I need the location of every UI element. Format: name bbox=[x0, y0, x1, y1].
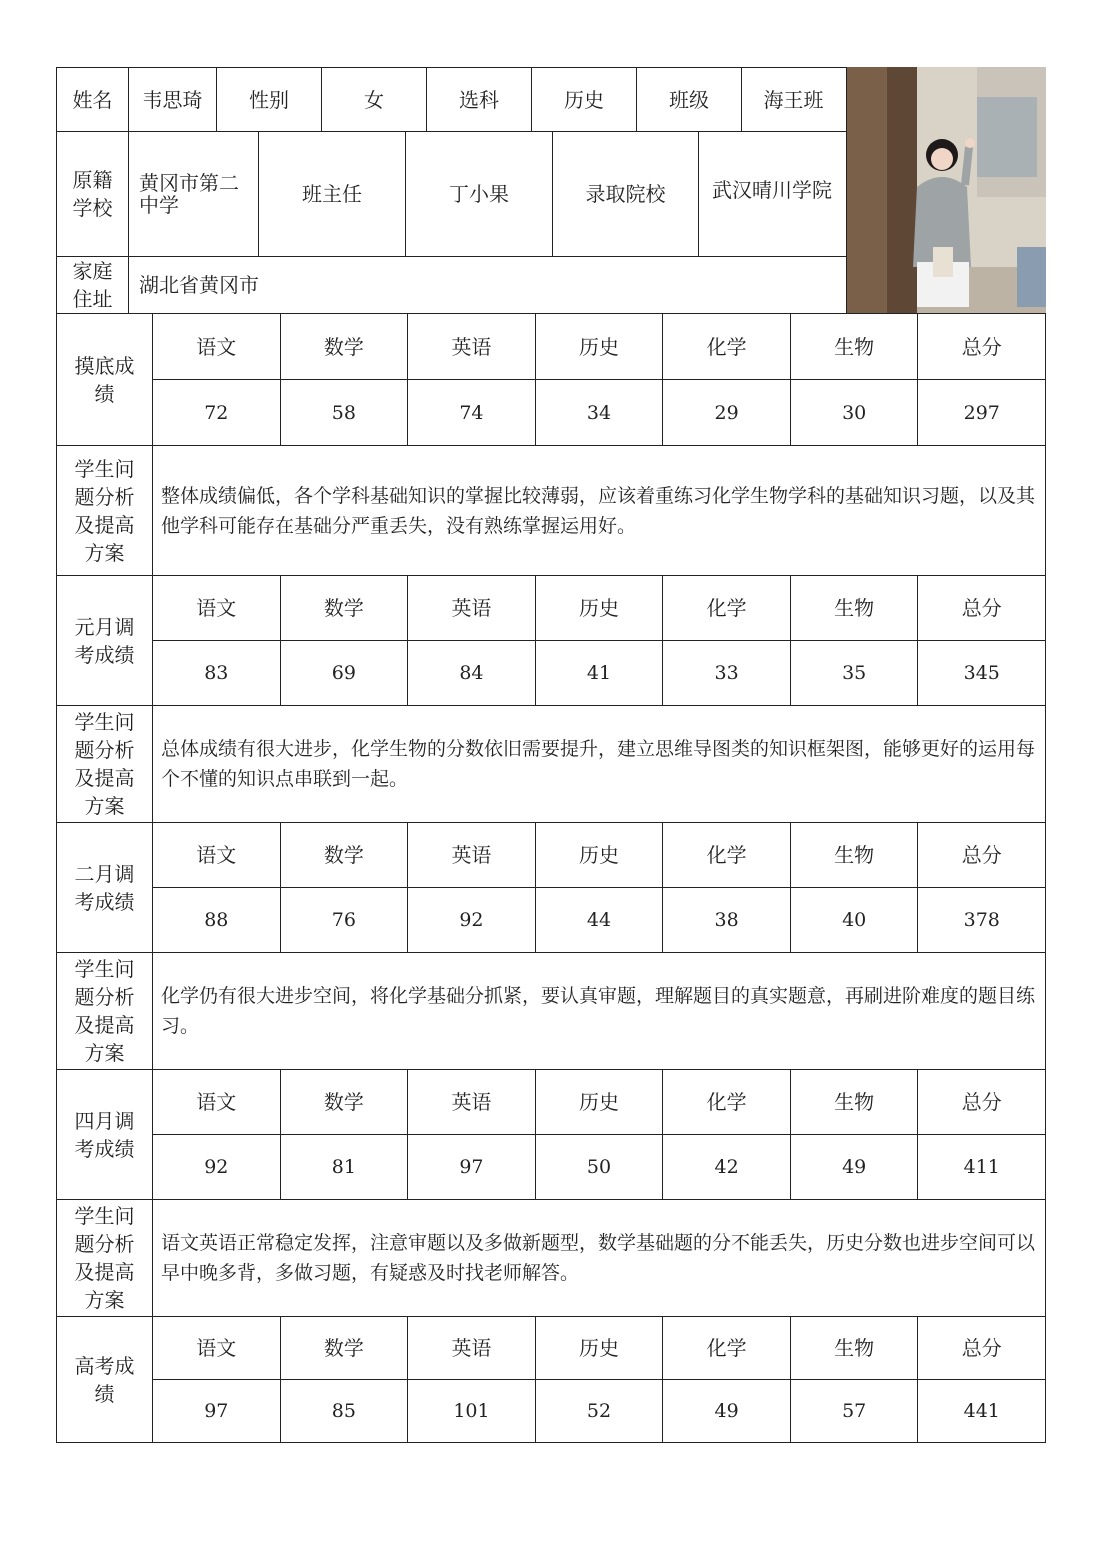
score-value: 411 bbox=[963, 1156, 1000, 1178]
subject-header: 历史 bbox=[536, 576, 664, 640]
exam-label: 元月调考成绩 bbox=[57, 576, 153, 705]
subject-header: 语文 bbox=[153, 1317, 281, 1379]
subject-header: 历史 bbox=[536, 314, 664, 379]
subject-header: 英语 bbox=[408, 1070, 536, 1134]
score-value: 49 bbox=[663, 1380, 791, 1442]
address-label: 家庭住址 bbox=[57, 257, 129, 313]
score-value-row bbox=[153, 1380, 1045, 1442]
score-grid bbox=[153, 576, 1045, 705]
score-value: 297 bbox=[963, 401, 1000, 424]
score-value: 76 bbox=[281, 888, 409, 952]
subject-header: 历史 bbox=[536, 823, 664, 887]
analysis-text: 总体成绩有很大进步，化学生物的分数依旧需要提升，建立思维导图类的知识框架图，能够更好的运用每个不懂的知识点串联到一起。 bbox=[161, 738, 1036, 790]
score-value: 44 bbox=[536, 888, 664, 952]
analysis-section bbox=[56, 446, 1046, 576]
subject-header: 语文 bbox=[153, 576, 281, 640]
gender-value: 女 bbox=[322, 68, 427, 131]
address-value: 湖北省黄冈市 bbox=[139, 273, 259, 297]
score-value: 29 bbox=[663, 380, 791, 445]
analysis-label: 学生问题分析及提高方案 bbox=[57, 1200, 153, 1316]
score-value: 41 bbox=[536, 641, 664, 705]
analysis-text: 整体成绩偏低，各个学科基础知识的掌握比较薄弱，应该着重练习化学生物学科的基础知识习题，以及其他学科可能存在基础分严重丢失，没有熟练掌握运用好。 bbox=[161, 484, 1036, 537]
exam-label: 二月调考成绩 bbox=[57, 823, 153, 952]
subject-header: 化学 bbox=[663, 1317, 791, 1379]
score-value: 84 bbox=[408, 641, 536, 705]
subject-header: 化学 bbox=[663, 576, 791, 640]
subject-header: 数学 bbox=[281, 576, 409, 640]
subject-header: 生物 bbox=[791, 576, 919, 640]
subject-header-row bbox=[153, 823, 1045, 888]
analysis-text: 化学仍有很大进步空间，将化学基础分抓紧，要认真审题，理解题目的真实题意，再刷进阶难度的题目练习。 bbox=[161, 985, 1036, 1037]
score-value: 40 bbox=[791, 888, 919, 952]
score-value: 72 bbox=[153, 380, 281, 445]
score-value: 35 bbox=[791, 641, 919, 705]
student-photo bbox=[846, 67, 1046, 313]
score-value: 33 bbox=[663, 641, 791, 705]
subject-header: 化学 bbox=[663, 1070, 791, 1134]
score-value: 85 bbox=[281, 1380, 409, 1442]
score-grid bbox=[153, 823, 1045, 952]
score-value: 57 bbox=[791, 1380, 919, 1442]
origin-school-value: 黄冈市第二中学 bbox=[129, 132, 259, 256]
score-value: 97 bbox=[408, 1135, 536, 1199]
score-value: 345 bbox=[963, 662, 1000, 684]
admitted-label: 录取院校 bbox=[553, 132, 699, 256]
subject-header: 英语 bbox=[408, 1317, 536, 1379]
subject-header-row bbox=[153, 314, 1045, 380]
subject-header: 总分 bbox=[961, 1336, 1002, 1360]
score-value: 441 bbox=[963, 1400, 1000, 1422]
score-value: 42 bbox=[663, 1135, 791, 1199]
exam-label: 摸底成绩 bbox=[57, 314, 153, 445]
subject-header: 语文 bbox=[153, 823, 281, 887]
score-value-row bbox=[153, 380, 1045, 445]
subject-header: 数学 bbox=[281, 1317, 409, 1379]
gender-label: 性别 bbox=[217, 68, 322, 131]
subject-header: 总分 bbox=[961, 1090, 1002, 1114]
score-grid bbox=[153, 1070, 1045, 1199]
student-record-table bbox=[56, 67, 1046, 1443]
score-section bbox=[56, 1070, 1046, 1200]
subject-header: 总分 bbox=[961, 334, 1002, 359]
score-value-row bbox=[153, 888, 1045, 952]
class-value: 海王班 bbox=[763, 87, 824, 112]
analysis-label: 学生问题分析及提高方案 bbox=[57, 953, 153, 1069]
score-value: 38 bbox=[663, 888, 791, 952]
exam-label: 高考成绩 bbox=[57, 1317, 153, 1442]
score-value: 49 bbox=[791, 1135, 919, 1199]
subject-header: 生物 bbox=[791, 1317, 919, 1379]
analysis-section bbox=[56, 706, 1046, 823]
class-label: 班级 bbox=[637, 68, 742, 131]
subject-header: 数学 bbox=[281, 314, 409, 379]
subject-value: 历史 bbox=[532, 68, 637, 131]
subject-header: 历史 bbox=[536, 1317, 664, 1379]
subject-header: 化学 bbox=[663, 314, 791, 379]
analysis-text: 语文英语正常稳定发挥，注意审题以及多做新题型，数学基础题的分不能丢失，历史分数也进步空间可以早中晚多背，多做习题，有疑惑及时找老师解答。 bbox=[161, 1232, 1036, 1284]
score-value: 34 bbox=[536, 380, 664, 445]
admitted-value: 武汉晴川学院 bbox=[712, 178, 832, 202]
score-value: 81 bbox=[281, 1135, 409, 1199]
analysis-section bbox=[56, 953, 1046, 1070]
score-grid bbox=[153, 1317, 1045, 1442]
score-section bbox=[56, 823, 1046, 953]
score-value: 101 bbox=[408, 1380, 536, 1442]
subject-header: 历史 bbox=[536, 1070, 664, 1134]
subject-label: 选科 bbox=[427, 68, 532, 131]
analysis-label: 学生问题分析及提高方案 bbox=[57, 706, 153, 822]
score-section bbox=[56, 576, 1046, 706]
score-value: 30 bbox=[791, 380, 919, 445]
score-value: 58 bbox=[281, 380, 409, 445]
subject-header: 化学 bbox=[663, 823, 791, 887]
score-value: 69 bbox=[281, 641, 409, 705]
score-value: 92 bbox=[408, 888, 536, 952]
subject-header: 语文 bbox=[153, 1070, 281, 1134]
subject-header: 英语 bbox=[408, 314, 536, 379]
subject-header: 生物 bbox=[791, 823, 919, 887]
score-grid bbox=[153, 314, 1045, 445]
subject-header-row bbox=[153, 1070, 1045, 1135]
score-value: 83 bbox=[153, 641, 281, 705]
exam-sections bbox=[56, 314, 1046, 1443]
score-value: 74 bbox=[408, 380, 536, 445]
score-value: 52 bbox=[536, 1380, 664, 1442]
subject-header-row bbox=[153, 576, 1045, 641]
score-section bbox=[56, 314, 1046, 446]
subject-header: 语文 bbox=[153, 314, 281, 379]
score-value: 92 bbox=[153, 1135, 281, 1199]
subject-header: 数学 bbox=[281, 1070, 409, 1134]
subject-header: 英语 bbox=[408, 576, 536, 640]
score-section bbox=[56, 1317, 1046, 1443]
head-teacher-label: 班主任 bbox=[259, 132, 406, 256]
origin-school-label: 原籍学校 bbox=[57, 132, 129, 256]
head-teacher-value: 丁小果 bbox=[406, 132, 553, 256]
subject-header-row bbox=[153, 1317, 1045, 1380]
student-photo-image bbox=[847, 67, 1046, 313]
score-value-row bbox=[153, 641, 1045, 705]
score-value: 88 bbox=[153, 888, 281, 952]
subject-header: 生物 bbox=[791, 1070, 919, 1134]
subject-header: 总分 bbox=[961, 843, 1002, 867]
subject-header: 数学 bbox=[281, 823, 409, 887]
student-info-block bbox=[56, 67, 1046, 314]
exam-label: 四月调考成绩 bbox=[57, 1070, 153, 1199]
analysis-label: 学生问题分析及提高方案 bbox=[57, 446, 153, 575]
name-value: 韦思琦 bbox=[129, 68, 217, 131]
score-value-row bbox=[153, 1135, 1045, 1199]
subject-header: 英语 bbox=[408, 823, 536, 887]
score-value: 97 bbox=[153, 1380, 281, 1442]
subject-header: 生物 bbox=[791, 314, 919, 379]
subject-header: 总分 bbox=[961, 596, 1002, 620]
name-label: 姓名 bbox=[57, 68, 129, 131]
analysis-section bbox=[56, 1200, 1046, 1317]
score-value: 50 bbox=[536, 1135, 664, 1199]
score-value: 378 bbox=[963, 909, 1000, 931]
